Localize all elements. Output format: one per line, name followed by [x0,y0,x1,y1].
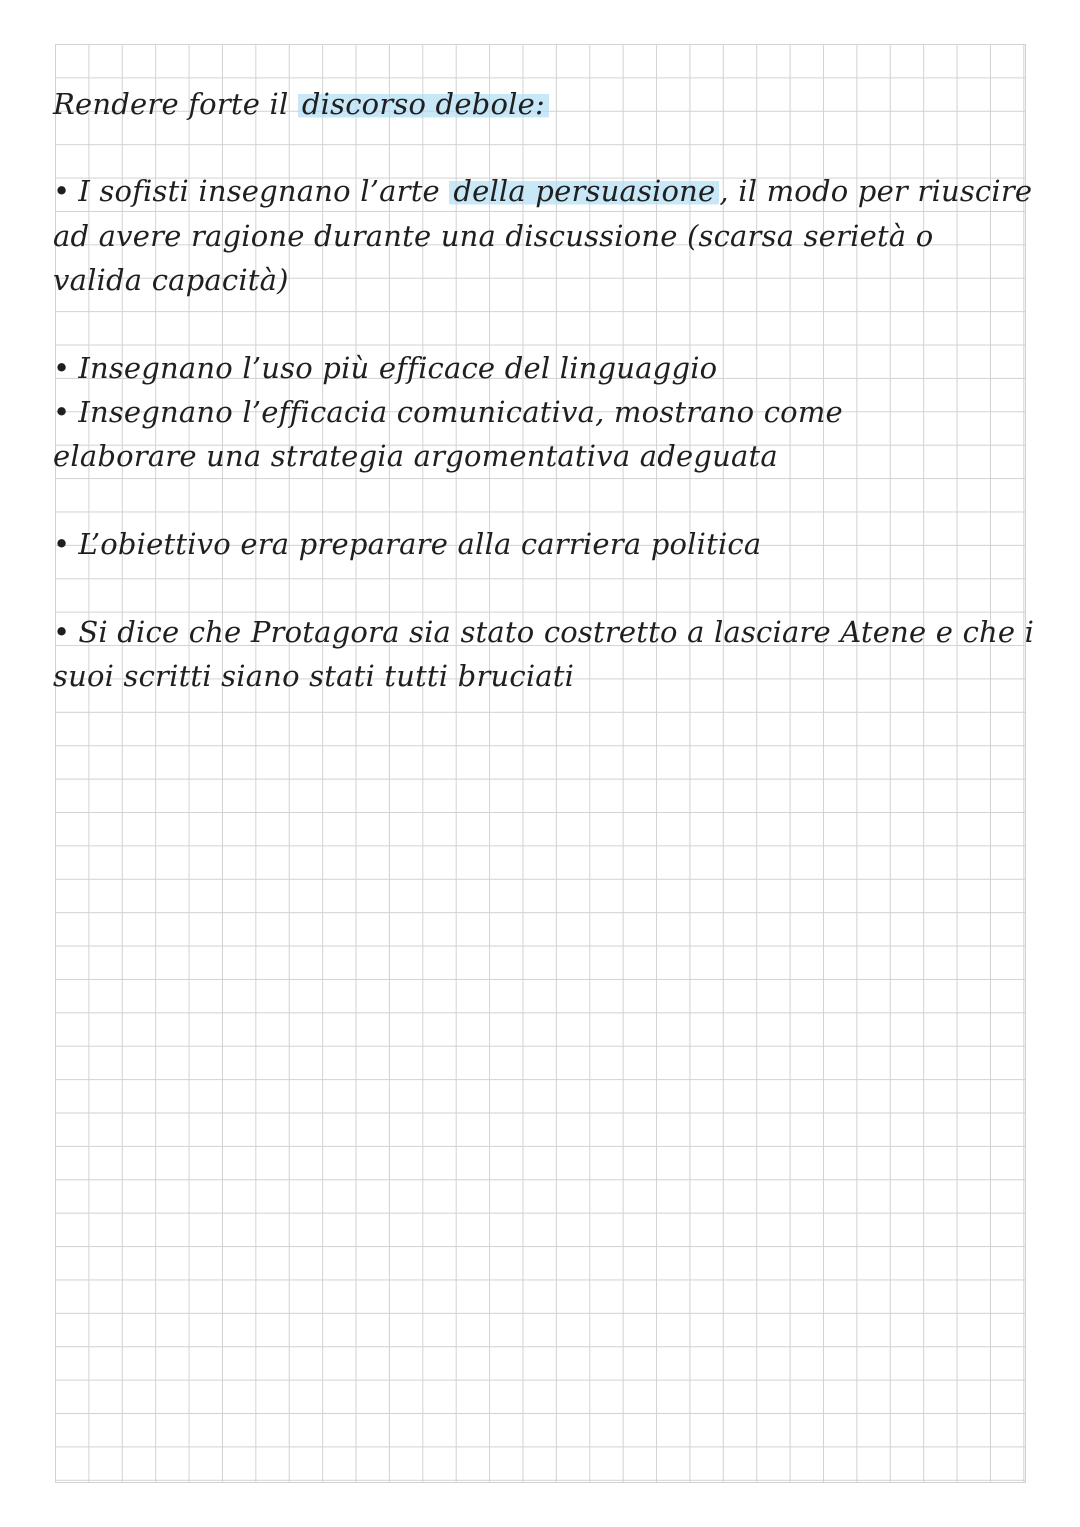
bullet-icon: • [53,351,71,385]
bullet-3-line-2: elaborare una strategia argomentativa adeguata [53,439,778,473]
bullet-1-highlight: della persuasione [449,174,719,208]
bullet-5-line-2: suoi scritti siano stati tutti bruciati [53,659,575,693]
bullet-icon: • [53,615,71,649]
bullet-1-text-a: I sofisti insegnano l’arte [78,174,450,208]
bullet-3-line-1 [53,394,843,430]
bullet-icon: • [53,395,71,429]
heading-highlight: discorso debole: [298,87,549,121]
bullet-1-text-b: , il modo per riuscire [719,174,1033,208]
bullet-2-line-1 [53,350,717,386]
grid-paper [55,44,1026,1483]
heading-line [53,86,549,122]
heading-text: Rendere forte il [53,87,298,121]
bullet-icon: • [53,174,71,208]
bullet-5-text: Si dice che Protagora sia stato costretto a lasciare Atene e che i [78,615,1035,649]
bullet-icon: • [53,527,71,561]
bullet-1-line-1 [53,173,1032,209]
bullet-3-text: Insegnano l’efficacia comunicativa, mostrano come [78,395,843,429]
bullet-1-line-2: ad avere ragione durante una discussione (scarsa serietà o [53,219,934,253]
bullet-1-line-3: valida capacità) [53,263,289,297]
bullet-4-line-1 [53,526,761,562]
bullet-4-text: L’obiettivo era preparare alla carriera politica [78,527,762,561]
bullet-2-text: Insegnano l’uso più efficace del linguaggio [78,351,718,385]
bullet-5-line-1 [53,614,1034,650]
